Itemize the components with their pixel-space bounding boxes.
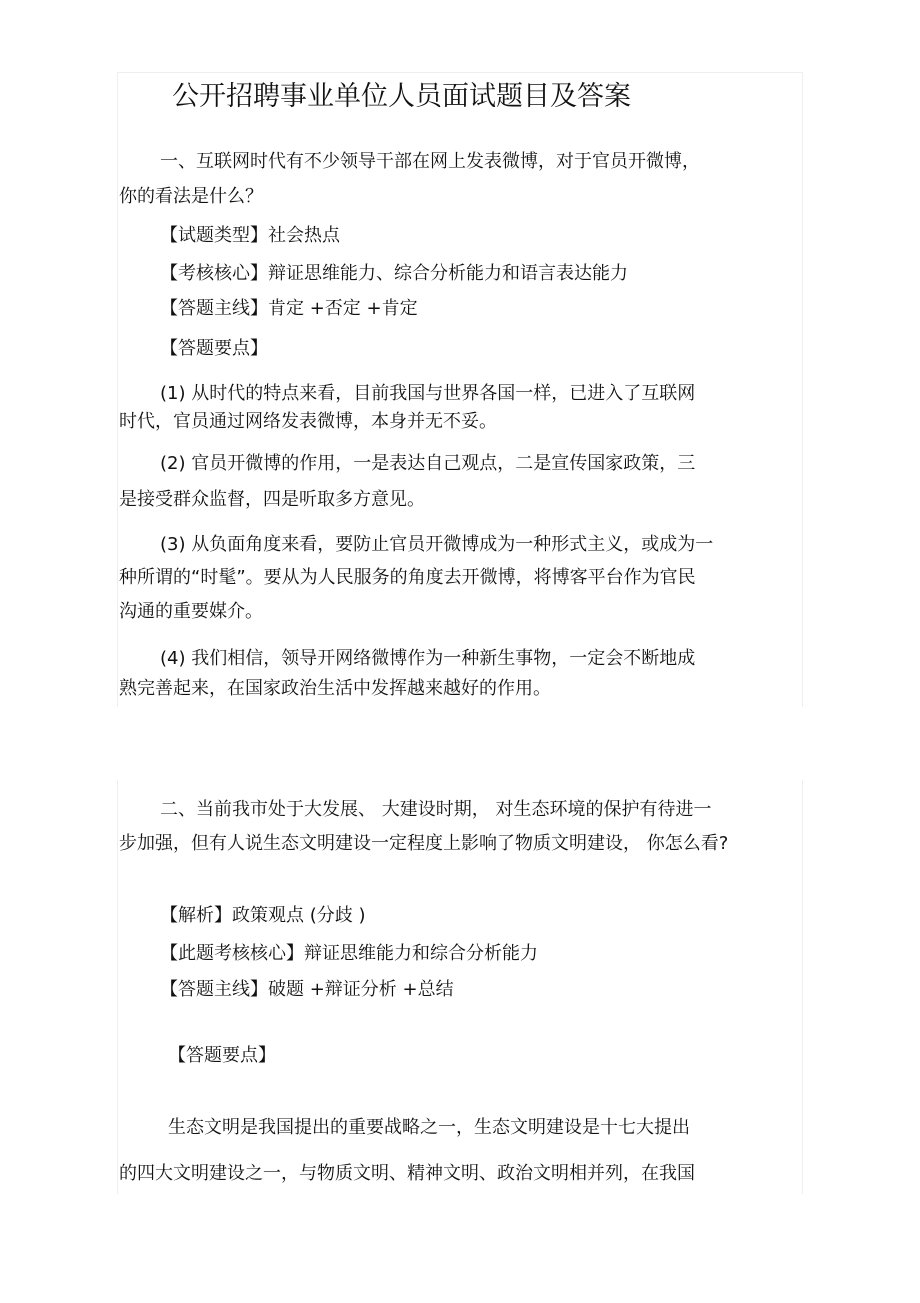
q2-core: 【此题考核核心】辩证思维能力和综合分析能力 <box>160 943 538 964</box>
q2-points-label: 【答题要点】 <box>168 1045 276 1066</box>
q2-paragraph-a: 生态文明是我国提出的重要战略之一，生态文明建设是十七大提出 <box>168 1117 690 1138</box>
q1-point-4a: (4) 我们相信，领导开网络微博作为一种新生事物，一定会不断地成 <box>160 648 696 669</box>
q1-point-2b: 是接受群众监督，四是听取多方意见。 <box>119 489 425 510</box>
q1-point-3c: 沟通的重要媒介。 <box>119 601 263 622</box>
q2-line-2: 步加强，但有人说生态文明建设一定程度上影响了物质文明建设， 你怎么看? <box>119 833 729 854</box>
q1-type: 【试题类型】社会热点 <box>160 225 340 246</box>
q2-analysis: 【解析】政策观点 (分歧 ) <box>160 905 366 926</box>
q2-paragraph-b: 的四大文明建设之一，与物质文明、精神文明、政治文明相并列，在我国 <box>119 1163 695 1184</box>
q1-point-1b: 时代，官员通过网络发表微博，本身并无不妥。 <box>119 411 497 432</box>
q1-point-1a: (1) 从时代的特点来看，目前我国与世界各国一样，已进入了互联网 <box>160 383 696 404</box>
q1-line-2: 你的看法是什么？ <box>119 186 263 207</box>
q1-line-1: 一、互联网时代有不少领导干部在网上发表微博，对于官员开微博， <box>160 151 700 172</box>
q1-point-3b: 种所谓的“时髦”。要从为人民服务的角度去开微博，将博客平台作为官民 <box>119 567 696 588</box>
q1-point-4b: 熟完善起来，在国家政治生活中发挥越来越好的作用。 <box>119 678 551 699</box>
q1-core: 【考核核心】辩证思维能力、综合分析能力和语言表达能力 <box>160 263 628 284</box>
q1-point-2a: (2) 官员开微博的作用，一是表达自己观点，二是宣传国家政策，三 <box>160 453 696 474</box>
q1-points-label: 【答题要点】 <box>160 338 268 359</box>
q2-mainline: 【答题主线】破题 +辩证分析 +总结 <box>160 979 454 1000</box>
document-title: 公开招聘事业单位人员面试题目及答案 <box>172 81 631 112</box>
q2-line-1: 二、当前我市处于大发展、 大建设时期， 对生态环境的保护有待进一 <box>160 799 712 820</box>
q1-point-3a: (3) 从负面角度来看，要防止官员开微博成为一种形式主义，或成为一 <box>160 534 714 555</box>
q1-mainline: 【答题主线】肯定 +否定 +肯定 <box>160 298 418 319</box>
